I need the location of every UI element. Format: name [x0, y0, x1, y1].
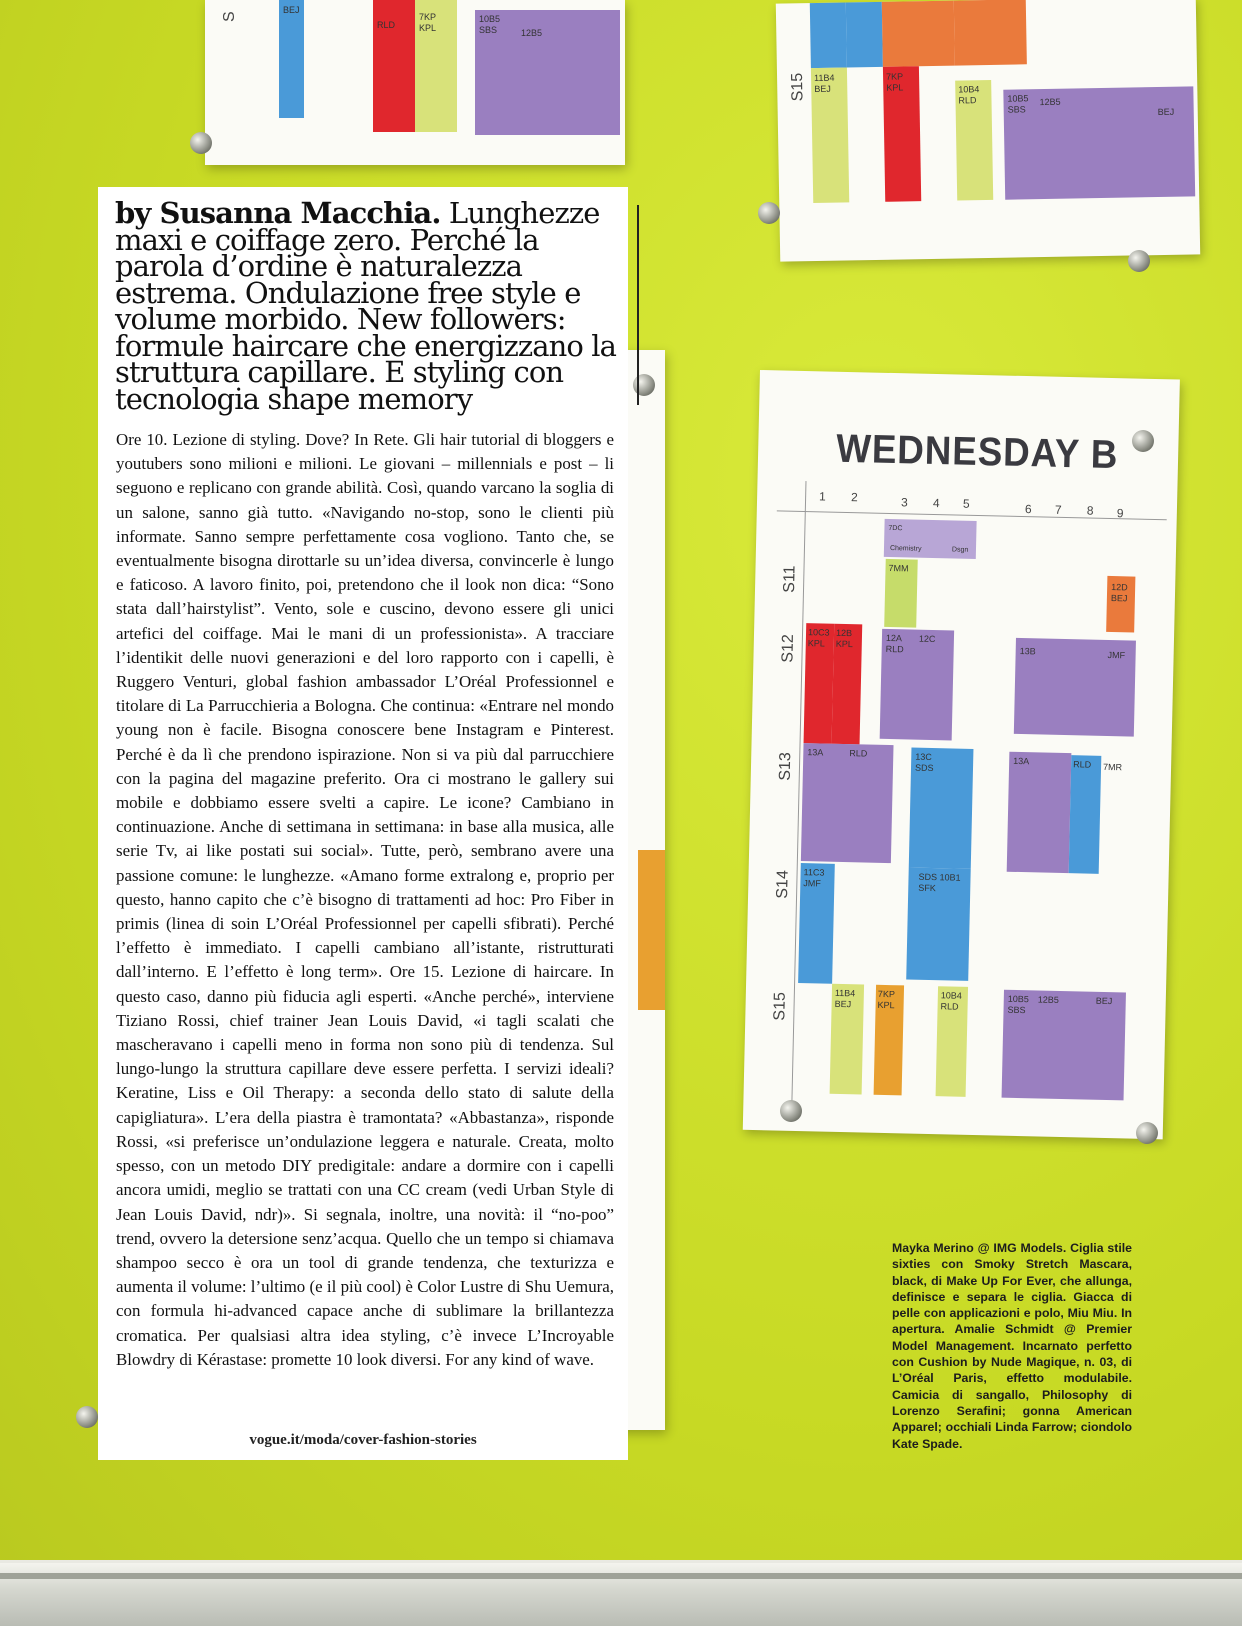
cell-label: 7MM: [888, 562, 909, 574]
cell-label: RLD: [1073, 759, 1092, 770]
schedule-block: [638, 850, 665, 1010]
row-label: S15: [771, 991, 789, 1021]
cell-label: 10B5 SBS: [1007, 993, 1029, 1016]
column-number: 2: [850, 490, 858, 505]
push-pin: [780, 1100, 802, 1122]
board-frame-bottom: [0, 1560, 1242, 1626]
schedule-title: WEDNESDAY B: [835, 426, 1119, 478]
cell-label: 12B KPL: [835, 627, 853, 650]
cell-label: SDS 10B1 SFK: [918, 871, 961, 894]
column-number: 5: [962, 496, 970, 511]
schedule-block: [846, 2, 883, 68]
column-number: 6: [1024, 502, 1032, 517]
column-number: 9: [1116, 506, 1124, 521]
cell-label: 7KP KPL: [877, 988, 895, 1011]
headline-rule: [637, 205, 639, 405]
cell-label: 10B5 SBS: [1007, 93, 1029, 115]
cell-label: 10B5 SBS: [479, 14, 501, 35]
cell-label: 12D BEJ: [1110, 582, 1128, 604]
cell-label: 12B5: [1037, 994, 1059, 1005]
push-pin: [1128, 250, 1150, 272]
cell-label: 11C3 JMF: [803, 867, 825, 889]
cell-label: 12B5: [1039, 96, 1061, 108]
push-pin: [1136, 1122, 1158, 1144]
column-number: 3: [900, 495, 908, 510]
schedule-sheet-wednesday: [743, 370, 1180, 1139]
cell-label: 13C SDS: [914, 751, 934, 774]
cell-label: Dsgn: [951, 546, 969, 554]
row-label: S15: [788, 72, 807, 102]
schedule-block: [882, 1, 955, 67]
schedule-block: [279, 0, 304, 118]
push-pin: [76, 1406, 98, 1428]
cell-label: 7KP KPL: [885, 71, 904, 93]
article-body: Ore 10. Lezione di styling. Dove? In Rete. Gli hair tutorial di bloggers e youtubers sono milioni e milioni. Le giovani – millennials e post – li seguono e replicano con grande abilità. Così, quando varcano la soglia di un salone, sanno già tutto. «Navigando no-stop, sono le clienti più informate. Sanno sempre perfettamente cosa vogliono. Tanto che, se eventualmente bisogna dirottarle su un’idea diversa, convincerle è lungo e faticoso. A lavoro finito, poi, pretendono che il look non dica: “Sono stata dall’hairstylist”. Vento, sole e cuscino, devono essere gli unici artefici del coiffage. Mai le mani di un professionista». A tracciare l’identikit delle nuovi generazioni e del loro rapporto con i capelli, è Ruggero Venturi, global fashion ambassador L’Oréal Professionnel e titolare di La Parrucchieria a Bologna. Che continua: «Entrare nel mondo young non è facile. Bisogna conoscere bene Instagram e Pinterest. Perché è da lì che prendono ispirazione. Non si va più dal parrucchiere con la pagina del magazine preferito. Ora ci mostrano le gallery sui mobile e dobbiamo essere svelti a capire. Le icone? Cambiano in continuazione. Anche di settimana in settimana: in base alla musica, alle serie Tv, ai like postati sui social». Tutte, però, sembrano avere una passione comune: le lunghezze. «Amano forme extralong e, proprio per questo, hanno capito che c’è bisogno di trattamenti ad hoc: Pro Fiber in primis (linea di soin L’Oréal Professionnel per capelli sfibrati). Perché l’effetto è immediato. I capelli cambiano all’istante, ristrutturati dall’interno. E l’effetto è long term». Ore 15. Lezione di haircare. In questo caso, danno più fiducia agli esperti. «Anche perché», interviene Tiziano Rossi, chief trainer Jean Louis David, «i tagli scalati che mascheravano i capelli meno in forma non sono più di tendenza. Sul lungo-lungo la struttura capillare deve essere perfetta. I servizi ideali? Keratine, Liss e Oil Therapy: a seconda dello stato di salute della capigliatura». L’era della piastra è tramontata? «Abbastanza», risponde Rossi, «si preferisce un’ondulazione leggera e naturale. Creata, molto spesso, con un metodo DIY predigitale: andare a dormire con i capelli ancora umidi, meglio se trattati con una CC cream (vedi Urban Style di Jean Louis David, ndr)». Si segnala, inoltre, una novità: il “no-poo” trend, ovvero la detersione senz’acqua. Quello che un tempo si chiamava shampoo secco è ora un tool di grande tendenza, che texturizza e aumenta il volume: l’ultimo (e il più cool) è Color Lustre di Shu Uemura, con formula hi-advanced capace anche di sublimare la brillantezza cromatica. Per qualsiasi altra idea styling, c’è invece L’Incroyable Blowdry di Kérastase: promette 10 look diversi. For any kind of wave.: [116, 430, 614, 1369]
schedule-block: [1069, 755, 1102, 874]
photo-caption: Mayka Merino @ IMG Models. Ciglia stile sixties con Smoky Stretch Mascara, black, di Make Up For Ever, che allunga, definisce e separa le ciglia. Giacca di pelle con applicazioni e polo, Miu Miu. In apertura. Amalie Schmidt @ Premier Model Management. Incarnato perfetto con Cushion by Nude Magique, n. 03, di L’Oréal Paris, effetto modulabile. Camicia di sangallo, Philosophy di Lorenzo Serafini; gonna American Apparel; occhiali Linda Farrow; ciondolo Kate Spade.: [892, 1241, 1132, 1451]
cell-label: 12B5: [521, 28, 543, 38]
column-number: 1: [818, 489, 826, 504]
cell-label: 7DC: [888, 524, 903, 533]
schedule-sheet-top-right: [776, 0, 1200, 262]
push-pin: [190, 132, 212, 154]
column-number: 4: [932, 495, 940, 511]
schedule-block: [1007, 752, 1072, 873]
cell-label: 12C: [918, 633, 936, 645]
row-label: S13: [776, 752, 795, 781]
cell-label: BEJ: [283, 5, 300, 15]
cell-label: JMF: [1107, 649, 1126, 661]
cell-label: 10C3 KPL: [807, 627, 830, 649]
row-label: S11: [780, 565, 799, 593]
cell-label: BEJ: [1095, 995, 1113, 1007]
cell-label: RLD: [377, 20, 396, 30]
push-pin: [758, 202, 780, 224]
schedule-sheet-top-left: [205, 0, 625, 165]
cell-label: 13A: [807, 747, 824, 758]
byline: by Susanna Macchia.: [115, 196, 441, 230]
cell-label: 7MR: [1102, 761, 1123, 773]
schedule-block: [954, 0, 1027, 66]
cell-label: Chemistry: [889, 544, 922, 553]
cell-label: 7KP KPL: [419, 12, 437, 33]
standfirst: Lunghezze maxi e coiffage zero. Perché la parola d’ordine è naturalezza estrema. Ondulazione free style e volume morbido. New followers: formule haircare che energizzano la struttura capillare. E styling con tecnologia shape memory: [115, 196, 617, 416]
cell-label: 11B4 BEJ: [813, 72, 835, 95]
article-headline: [115, 196, 625, 416]
schedule-block: [810, 2, 847, 68]
cell-label: 12A RLD: [885, 632, 904, 655]
column-number: 8: [1086, 503, 1094, 518]
cell-label: 10B4 RLD: [940, 990, 963, 1012]
schedule-block: [801, 743, 894, 863]
cell-label: 13B: [1019, 645, 1036, 657]
row-label: S: [221, 11, 238, 22]
push-pin: [1132, 430, 1154, 452]
cell-label: 13A: [1013, 755, 1030, 767]
grid-line: [777, 510, 1167, 520]
cell-label: 10B4 RLD: [958, 84, 980, 106]
cell-label: 11B4 BEJ: [834, 987, 856, 1010]
column-number: 7: [1054, 502, 1062, 517]
cell-label: RLD: [849, 748, 868, 759]
article-url[interactable]: vogue.it/moda/cover-fashion-stories: [249, 1432, 477, 1448]
row-label: S12: [779, 634, 798, 663]
row-label: S14: [774, 869, 792, 899]
cell-label: BEJ: [1157, 106, 1175, 118]
